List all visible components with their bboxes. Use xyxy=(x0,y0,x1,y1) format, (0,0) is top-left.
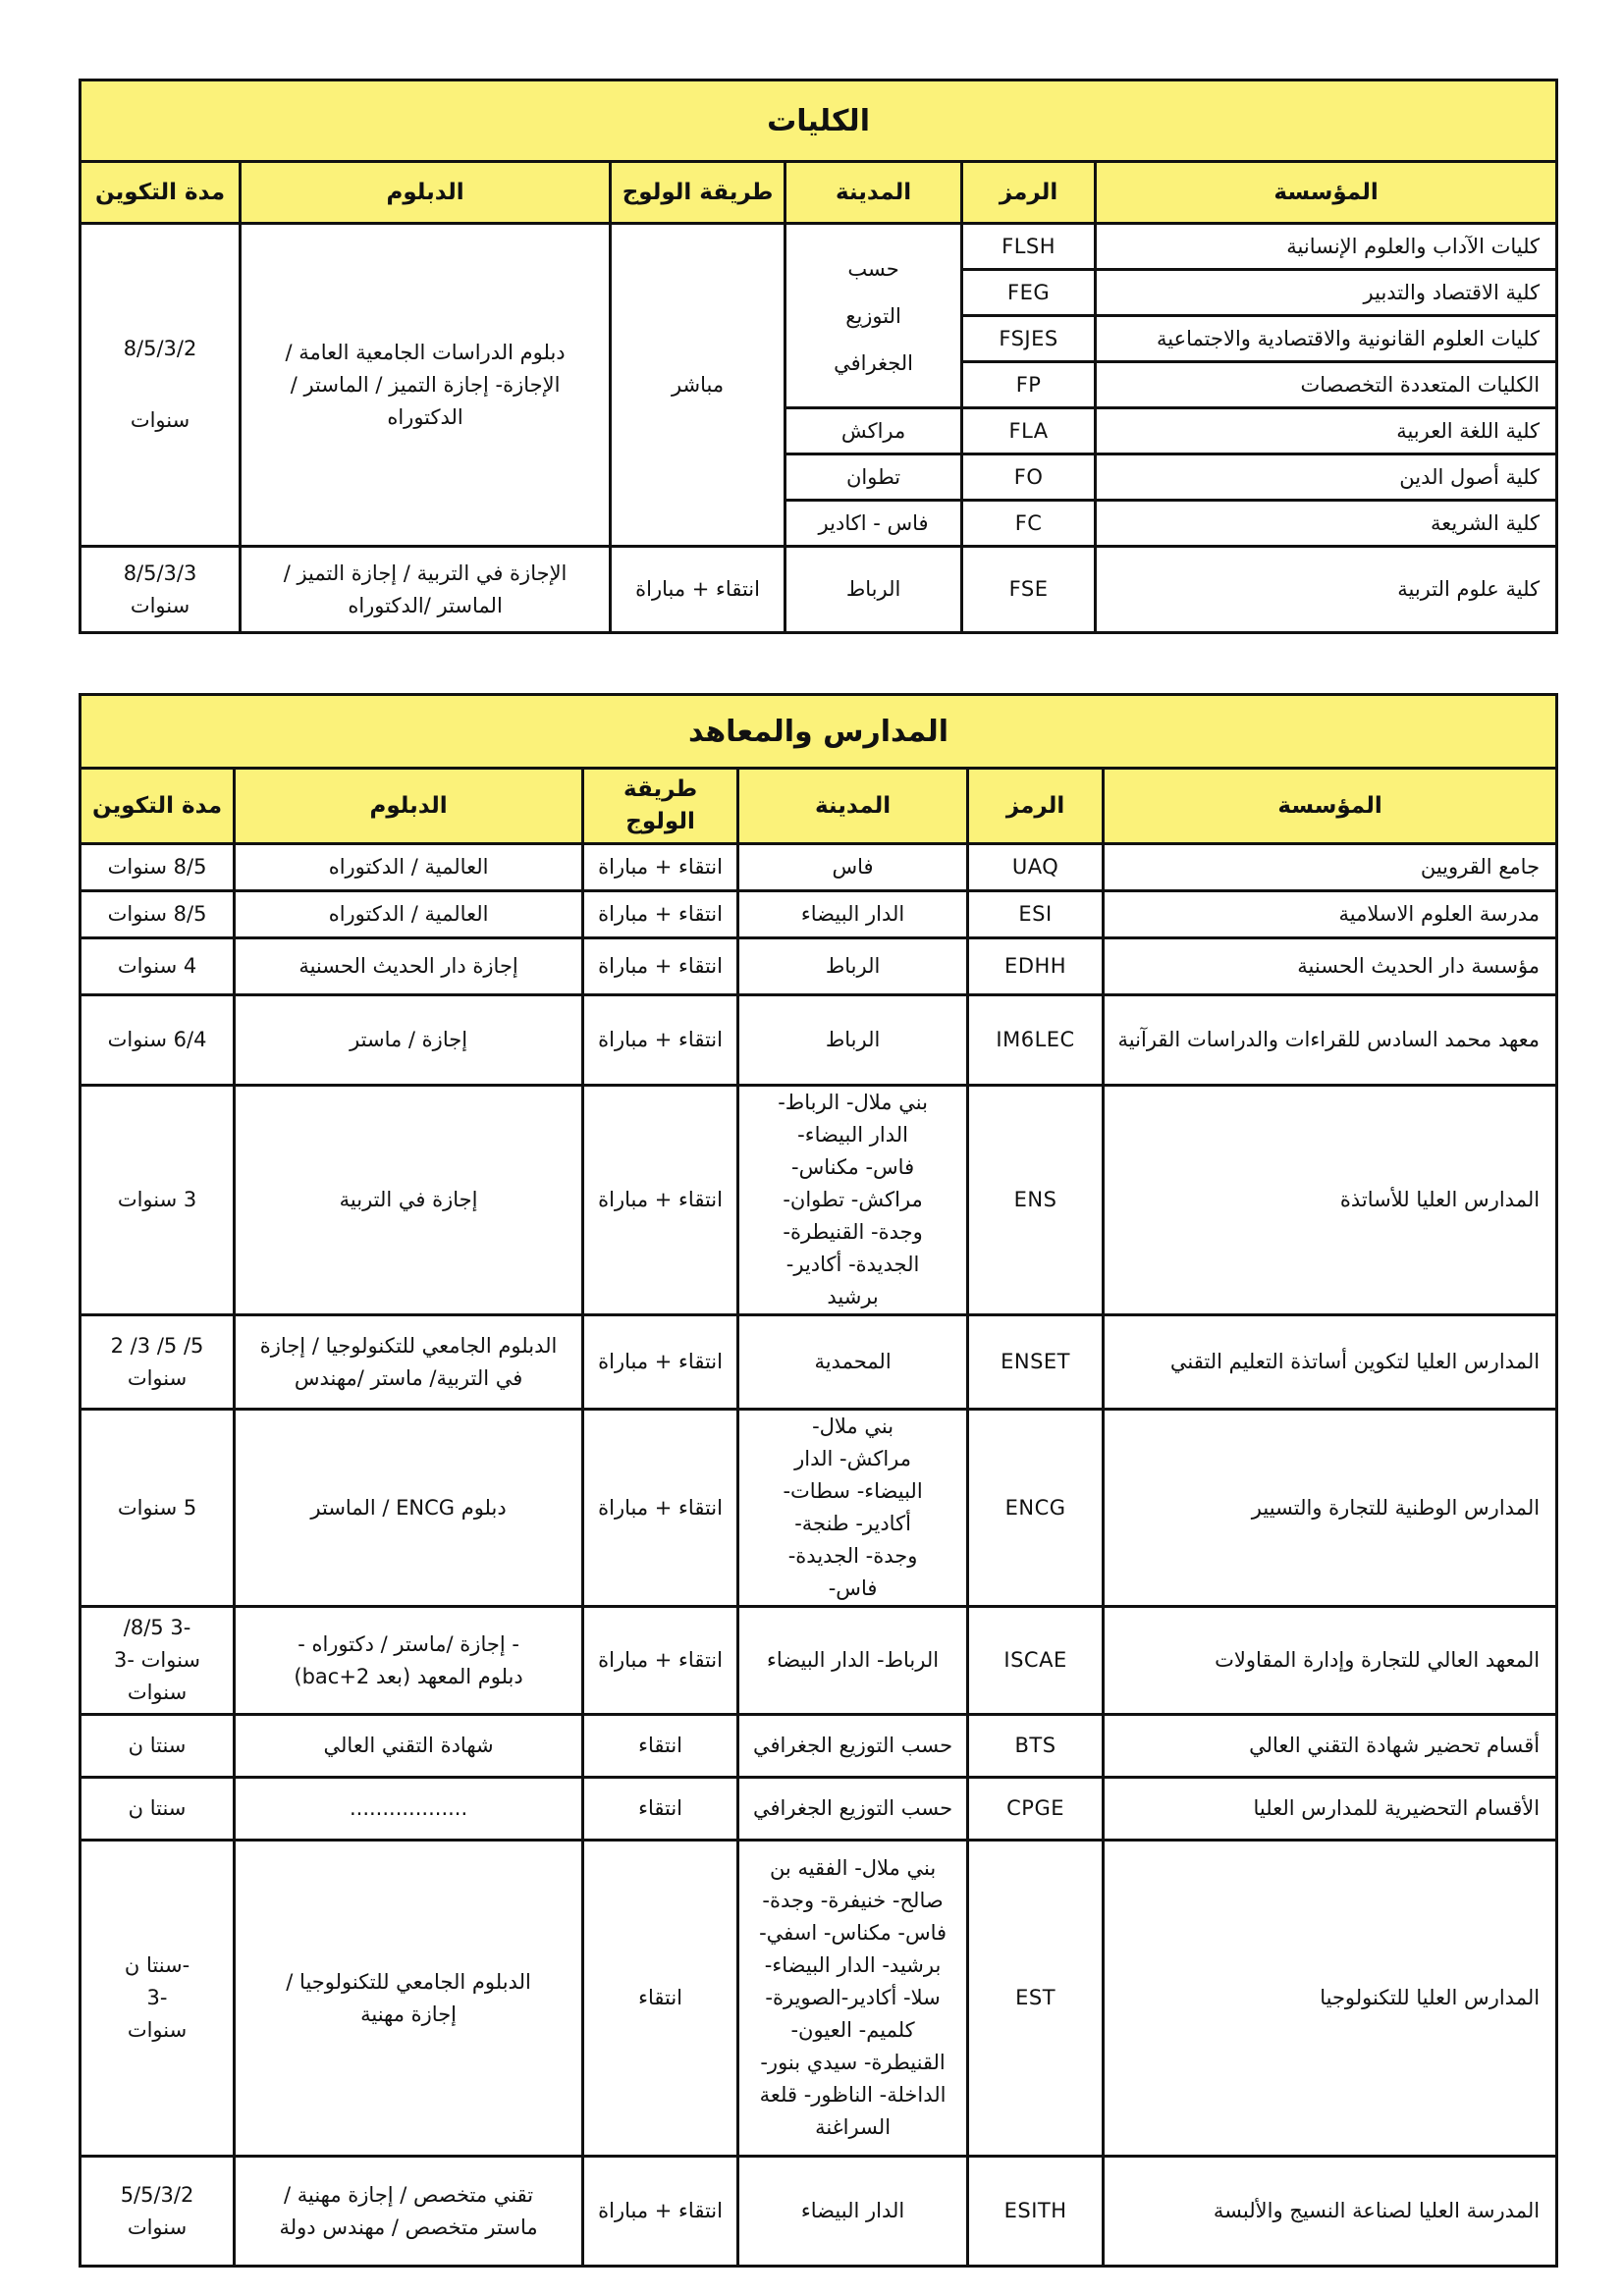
code-cell: CPGE xyxy=(968,1778,1104,1841)
city-cell: الدار البيضاء xyxy=(738,891,968,938)
city-cell: فاس - اكادير xyxy=(785,501,962,547)
duration-cell: 3 سنوات xyxy=(81,1086,235,1315)
header-diploma: الدبلوم xyxy=(235,769,583,844)
duration-cell: سنتا ن xyxy=(81,1778,235,1841)
duration-cell xyxy=(81,547,241,633)
diploma-cell: إجازة / ماستر xyxy=(235,995,583,1086)
diploma-cell: الدبلوم الجامعي للتكنولوجيا / إجازة مهنية xyxy=(235,1841,583,2157)
duration-cell: سنتا ن xyxy=(81,1715,235,1778)
code-cell: UAQ xyxy=(968,844,1104,891)
duration-value: 8/5/3/2 xyxy=(123,337,197,360)
institution-cell: معهد محمد السادس للقراءات والدراسات القرآنية xyxy=(1104,995,1557,1086)
institution-cell: الكليات المتعددة التخصصات xyxy=(1096,362,1557,408)
access-cell: انتقاء + مباراة xyxy=(583,2157,738,2267)
institution-cell: الأقسام التحضيرية للمدارس العليا xyxy=(1104,1778,1557,1841)
institution-cell: مؤسسة دار الحديث الحسنية xyxy=(1104,938,1557,995)
city-cell: الرباط xyxy=(738,995,968,1086)
table-row xyxy=(81,1715,1557,1778)
city-cell: حسب التوزيع الجغرافي xyxy=(738,1778,968,1841)
duration-unit: سنوات xyxy=(130,593,190,617)
institution-cell: جامع القرويين xyxy=(1104,844,1557,891)
table-row xyxy=(81,1086,1557,1315)
institution-cell: المدارس العليا للتكنولوجيا xyxy=(1104,1841,1557,2157)
table-row xyxy=(81,1315,1557,1410)
duration-cell: -3 8/5/ سنوات -3 سنوات xyxy=(81,1607,235,1715)
access-cell: انتقاء xyxy=(583,1715,738,1778)
city-cell: تطوان xyxy=(785,454,962,501)
institution-cell: مدرسة العلوم الاسلامية xyxy=(1104,891,1557,938)
diploma-cell: شهادة التقني العالي xyxy=(235,1715,583,1778)
code-cell: FP xyxy=(962,362,1096,408)
table-row xyxy=(81,224,1557,270)
access-cell: انتقاء + مباراة xyxy=(583,1086,738,1315)
table-row xyxy=(81,547,1557,633)
duration-unit: سنوات xyxy=(130,408,190,432)
code-cell: ENCG xyxy=(968,1410,1104,1607)
code-cell: ESITH xyxy=(968,2157,1104,2267)
institution-cell: كلية اللغة العربية xyxy=(1096,408,1557,454)
city-cell: مراكش xyxy=(785,408,962,454)
duration-cell: -سنتا ن -3 سنوات xyxy=(81,1841,235,2157)
diploma-cell: إجازة في التربية xyxy=(235,1086,583,1315)
table-row xyxy=(81,995,1557,1086)
code-cell: EST xyxy=(968,1841,1104,2157)
institution-cell: المدارس العليا للأساتذة xyxy=(1104,1086,1557,1315)
code-cell: FEG xyxy=(962,270,1096,316)
duration-cell: 8/5 سنوات xyxy=(81,844,235,891)
duration-cell: 5/5/3/2 سنوات xyxy=(81,2157,235,2267)
header-code: الرمز xyxy=(962,162,1096,224)
code-cell: FSE xyxy=(962,547,1096,633)
schools-table xyxy=(79,693,1558,2268)
header-city: المدينة xyxy=(738,769,968,844)
header-access: طريقة الولوج xyxy=(611,162,785,224)
city-cell: الرباط- الدار البيضاء xyxy=(738,1607,968,1715)
city-cell: الرباط xyxy=(785,547,962,633)
diploma-cell: تقني متخصص / إجازة مهنية / ماستر متخصص / مهندس دولة xyxy=(235,2157,583,2267)
institution-cell: المدارس العليا لتكوين أساتذة التعليم التقني xyxy=(1104,1315,1557,1410)
city-cell: حسب التوزيع الجغرافي xyxy=(738,1715,968,1778)
institution-cell: كلية أصول الدين xyxy=(1096,454,1557,501)
diploma-cell: إجازة دار الحديث الحسنية xyxy=(235,938,583,995)
code-cell: FSJES xyxy=(962,316,1096,362)
access-cell: انتقاء + مباراة xyxy=(611,547,785,633)
access-cell: انتقاء + مباراة xyxy=(583,1410,738,1607)
access-cell: مباشر xyxy=(611,224,785,547)
table-row xyxy=(81,1410,1557,1607)
duration-cell: 5 سنوات xyxy=(81,1410,235,1607)
schools-title: المدارس والمعاهد xyxy=(81,695,1557,769)
access-cell: انتقاء + مباراة xyxy=(583,844,738,891)
city-cell: حسب التوزيع الجغرافي xyxy=(785,224,962,408)
access-cell: انتقاء + مباراة xyxy=(583,891,738,938)
table-row xyxy=(81,1841,1557,2157)
colleges-table xyxy=(79,79,1558,634)
table-row xyxy=(81,1607,1557,1715)
access-cell: انتقاء xyxy=(583,1841,738,2157)
code-cell: ENSET xyxy=(968,1315,1104,1410)
code-cell: ENS xyxy=(968,1086,1104,1315)
institution-cell: كليات العلوم القانونية والاقتصادية والاجتماعية xyxy=(1096,316,1557,362)
access-cell: انتقاء + مباراة xyxy=(583,938,738,995)
duration-cell: 4 سنوات xyxy=(81,938,235,995)
city-cell: بني ملال- الفقيه بن صالح- خنيفرة- وجدة- فاس- مكناس- اسفي- برشيد- الدار البيضاء- سلا- أكادير-الصويرة- كلميم- العيون- القنيطرة- سيدي بنور- الداخلة- الناظور- قلعة السراغنة xyxy=(738,1841,968,2157)
duration-cell: 8/5 سنوات xyxy=(81,891,235,938)
institution-cell: المدرسة العليا لصناعة النسيج والألبسة xyxy=(1104,2157,1557,2267)
header-institution: المؤسسة xyxy=(1096,162,1557,224)
duration-cell: 5/ 5/ 3/ 2 سنوات xyxy=(81,1315,235,1410)
diploma-cell: - إجازة /ماستر / دكتوراه - دبلوم المعهد (بعد bac+2) xyxy=(235,1607,583,1715)
code-cell: IM6LEC xyxy=(968,995,1104,1086)
city-cell: الدار البيضاء xyxy=(738,2157,968,2267)
header-diploma: الدبلوم xyxy=(241,162,611,224)
table-row xyxy=(81,844,1557,891)
access-cell: انتقاء + مباراة xyxy=(583,1607,738,1715)
diploma-cell: العالمية / الدكتوراه xyxy=(235,844,583,891)
diploma-cell: .................. xyxy=(235,1778,583,1841)
table-row xyxy=(81,891,1557,938)
institution-cell: المدارس الوطنية للتجارة والتسيير xyxy=(1104,1410,1557,1607)
city-cell: المحمدية xyxy=(738,1315,968,1410)
duration-cell: 6/4 سنوات xyxy=(81,995,235,1086)
code-cell: BTS xyxy=(968,1715,1104,1778)
code-cell: FLA xyxy=(962,408,1096,454)
code-cell: ISCAE xyxy=(968,1607,1104,1715)
access-cell: انتقاء + مباراة xyxy=(583,995,738,1086)
header-city: المدينة xyxy=(785,162,962,224)
institution-cell: كلية الاقتصاد والتدبير xyxy=(1096,270,1557,316)
institution-cell: كلية الشريعة xyxy=(1096,501,1557,547)
city-cell: بني ملال- مراكش- الدار البيضاء- سطات- أكادير- طنجة- وجدة- الجديدة- فاس- xyxy=(738,1410,968,1607)
institution-cell: أقسام تحضير شهادة التقني العالي xyxy=(1104,1715,1557,1778)
diploma-cell: الدبلوم الجامعي للتكنولوجيا / إجازة في التربية/ ماستر /مهندس xyxy=(235,1315,583,1410)
access-cell: انتقاء + مباراة xyxy=(583,1315,738,1410)
diploma-cell: العالمية / الدكتوراه xyxy=(235,891,583,938)
code-cell: FLSH xyxy=(962,224,1096,270)
city-cell: الرباط xyxy=(738,938,968,995)
code-cell: ESI xyxy=(968,891,1104,938)
code-cell: FC xyxy=(962,501,1096,547)
diploma-cell: دبلوم الدراسات الجامعية العامة / الإجازة- إجازة التميز / الماستر / الدكتوراه xyxy=(241,224,611,547)
header-duration: مدة التكوين xyxy=(81,162,241,224)
city-cell: بني ملال- الرباط- الدار البيضاء- فاس- مكناس- مراكش- تطوان- وجدة- القنيطرة- الجديدة- أكادير- برشيد xyxy=(738,1086,968,1315)
code-cell: FO xyxy=(962,454,1096,501)
diploma-cell: دبلوم ENCG / الماستر xyxy=(235,1410,583,1607)
duration-value: 8/5/3/3 xyxy=(123,561,197,585)
diploma-cell: الإجازة في التربية / إجازة التميز / الماستر /الدكتوراه xyxy=(241,547,611,633)
code-cell: EDHH xyxy=(968,938,1104,995)
header-access: طريقة الولوج xyxy=(583,769,738,844)
institution-cell: كلية علوم التربية xyxy=(1096,547,1557,633)
header-code: الرمز xyxy=(968,769,1104,844)
duration-cell xyxy=(81,224,241,547)
table-row xyxy=(81,938,1557,995)
table-row xyxy=(81,2157,1557,2267)
header-duration: مدة التكوين xyxy=(81,769,235,844)
city-cell: فاس xyxy=(738,844,968,891)
institution-cell: المعهد العالي للتجارة وإدارة المقاولات xyxy=(1104,1607,1557,1715)
header-institution: المؤسسة xyxy=(1104,769,1557,844)
institution-cell: كليات الآداب والعلوم الإنسانية xyxy=(1096,224,1557,270)
access-cell: انتقاء xyxy=(583,1778,738,1841)
colleges-title: الكليات xyxy=(81,80,1557,162)
table-row xyxy=(81,1778,1557,1841)
